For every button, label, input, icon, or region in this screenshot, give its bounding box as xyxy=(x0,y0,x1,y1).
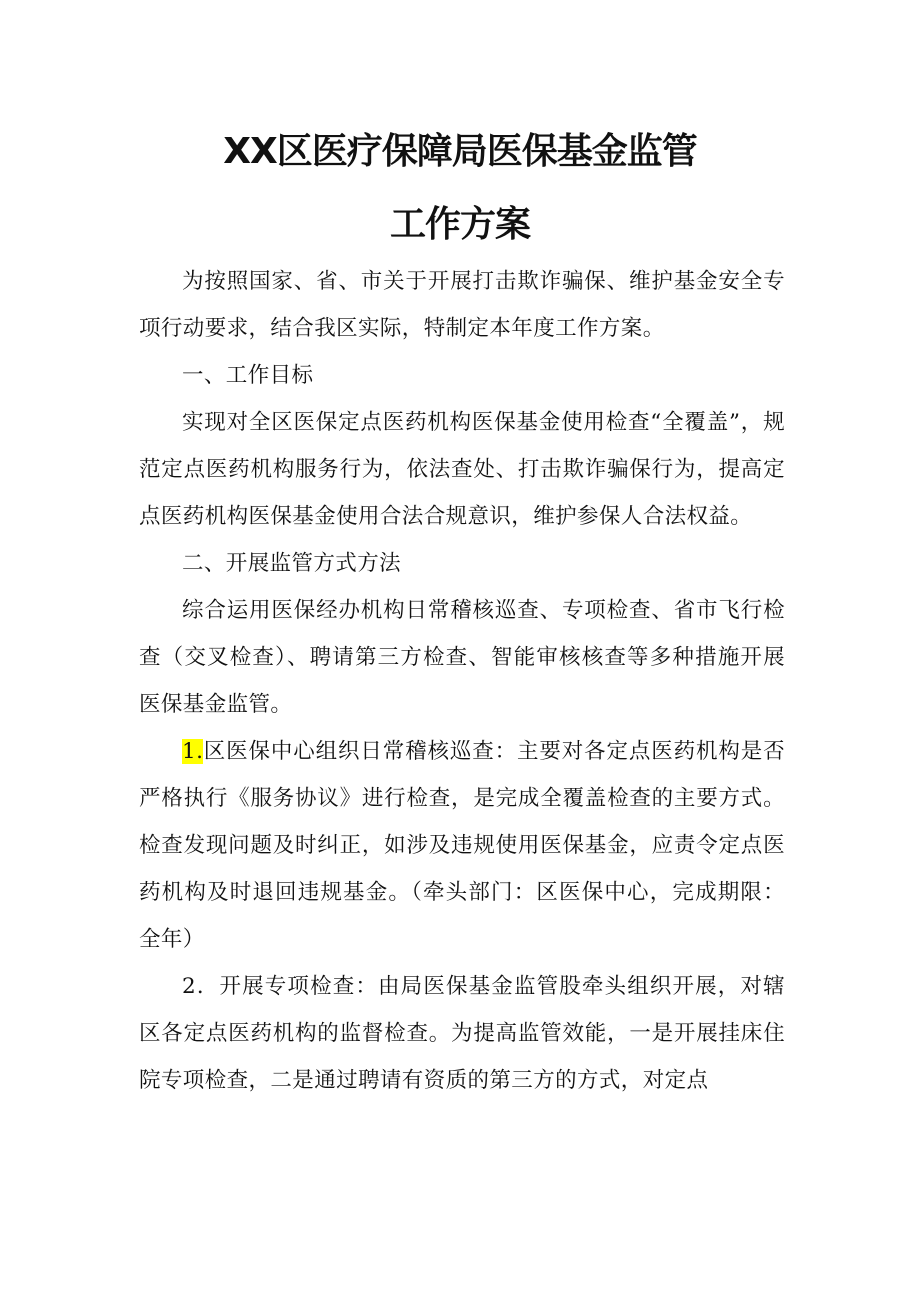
document-body xyxy=(139,258,785,1104)
document-title-line-2: 工作方案 xyxy=(389,204,530,245)
item-1-text: 区医保中心组织日常稽核巡查：主要对各定点医药机构是否严格执行《服务协议》进行检查，是完成全覆盖检查的主要方式。检查发现问题及时纠正，如涉及违规使用医保基金，应责令定点医药机构及时退回违规基金。（牵头部门：区医保中心，完成期限：全年） xyxy=(139,739,785,952)
section-heading-methods: 二、开展监管方式方法 xyxy=(182,551,402,576)
document-title-line-1: XX区医疗保障局医保基金监管 xyxy=(223,131,697,172)
item-1-number-highlight: 1. xyxy=(182,739,204,764)
section-heading-goals: 一、工作目标 xyxy=(182,363,314,388)
methods-paragraph: 综合运用医保经办机构日常稽核巡查、专项检查、省市飞行检查（交叉检查）、聘请第三方检查、智能审核核查等多种措施开展医保基金监管。 xyxy=(139,598,785,717)
item-1-paragraph xyxy=(139,728,785,963)
goals-paragraph: 实现对全区医保定点医药机构医保基金使用检查“全覆盖”，规范定点医药机构服务行为，依法查处、打击欺诈骗保行为，提高定点医药机构医保基金使用合法合规意识，维护参保人合法权益。 xyxy=(139,410,785,529)
intro-paragraph: 为按照国家、省、市关于开展打击欺诈骗保、维护基金安全专项行动要求，结合我区实际，特制定本年度工作方案。 xyxy=(139,269,785,341)
item-2-paragraph: 2．开展专项检查：由局医保基金监管股牵头组织开展，对辖区各定点医药机构的监督检查。为提高监管效能，一是开展挂床住院专项检查，二是通过聘请有资质的第三方的方式，对定点 xyxy=(139,974,785,1093)
